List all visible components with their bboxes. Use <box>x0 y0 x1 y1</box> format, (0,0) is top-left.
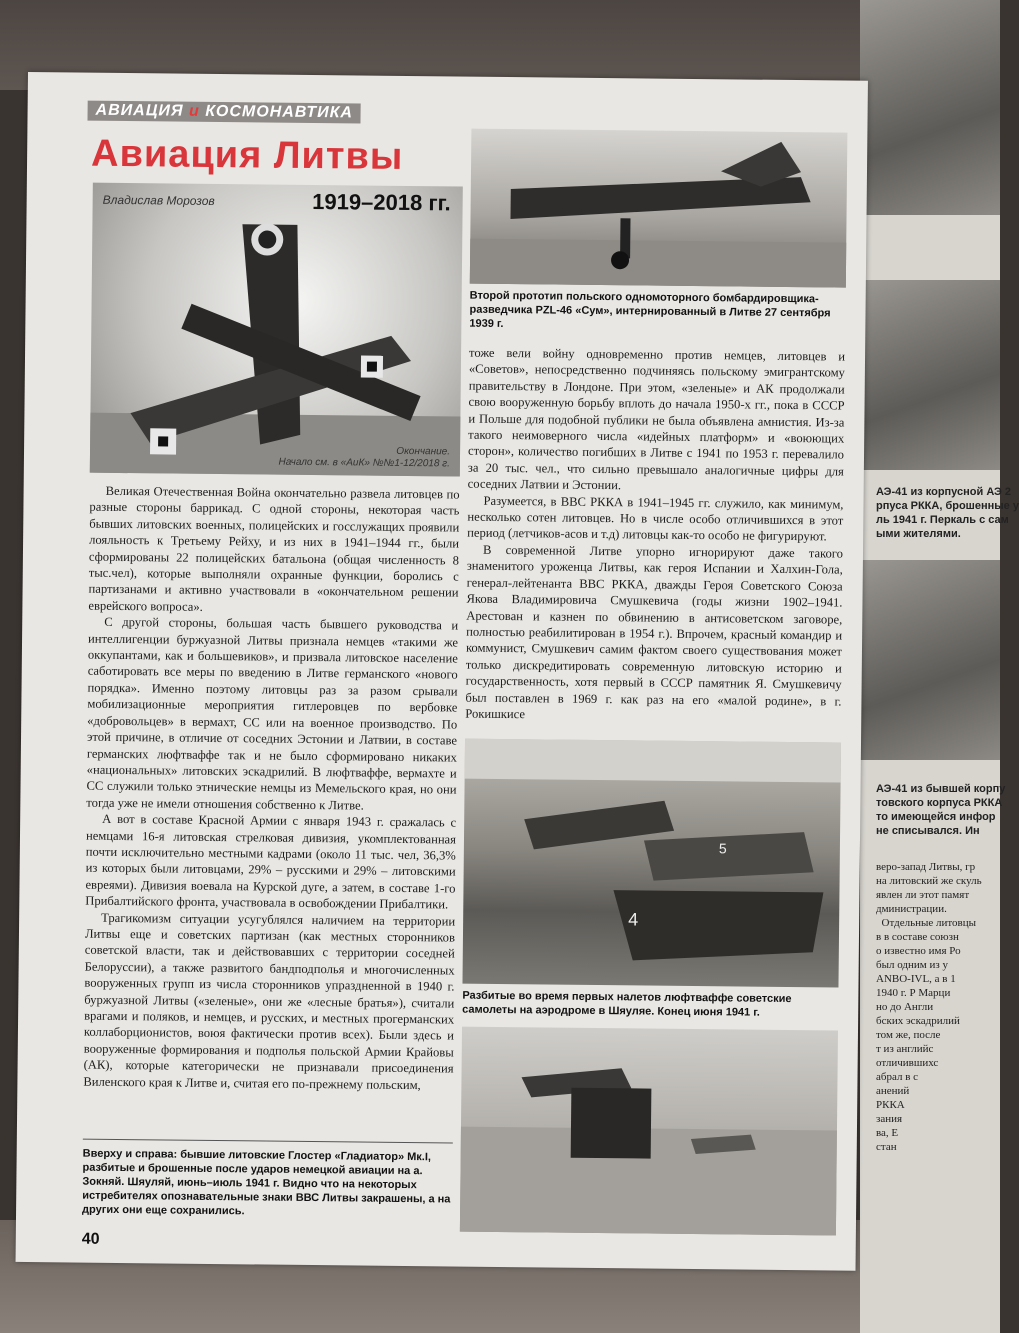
caption-divider <box>83 1139 453 1144</box>
continuation-reference: Начало см. в «АиК» №№1-12/2018 г. <box>278 456 450 470</box>
paragraph: Великая Отечественная Война окончательно развела литовцев по разные стороны баррикад. С одной стороны, некоторая часть бывших литовских военных, полицейских и госслужащих проявили лояльность к Третьему Рейху, и из них в 1941–1944 гг., были сформированы 22 полицейских батальона (общая численность 8 тыс.чел), которые выполняли охранные функции, боролись с партизанами и активно участвовали в «окончательном решении еврейского вопроса». <box>88 483 460 614</box>
caption-gladiators: Вверху и справа: бывшие литовские Глостер «Гладиатор» Мк.I, разбитые и брошенные после ударов немецкой авиации на а. Зокняй. Шяуляй, июнь–июль 1941 г. Видно что на некоторых истребителях опознавательные знаки ВВС Литвы закрашены, а на других они еще сохранились. <box>82 1147 451 1218</box>
caption-siauliai: Разбитые во время первых налетов люфтваффе советские самолеты на аэродроме в Шяуляе. Конец июня 1941 г. <box>462 989 792 1019</box>
page-number: 40 <box>81 1230 100 1248</box>
next-page-photo-2 <box>860 280 1000 470</box>
hero-photo <box>90 183 463 477</box>
section-header-cosmonautics: КОСМОНАВТИКА <box>205 102 354 122</box>
aircraft-number-5: 5 <box>718 840 727 857</box>
paragraph: тоже вели войну одновременно против немцев, литовцев и «Советов», непосредственно подчиняясь польскому эмигрантскому правительству в Лондоне. При этом, «зеленые» и АК продолжали свою вооруженную борьбу вплоть до начала 1950-х гг., пока в СССР и Польше для подобной публики не была объявлена амнистия. Из-за такого неимоверного числа «идейных платформ» и «воюющих сторон», количество погибших в Литве с 1941 по 1953 г. перевалило за 20 тыс. чел., что сильно превышало аналогичные цифры для соседних Латвии и Эстонии. <box>467 345 846 493</box>
photo-pzl46 <box>470 129 848 288</box>
photo-siauliai-airfield <box>462 739 841 988</box>
next-page-photo-3 <box>860 560 1000 760</box>
paragraph: С другой стороны, большая часть бывшего руководства и интеллигенции буржуазной Литвы признала немцев «такими же оккупантами, как и большевиков», и призвала литовское население саботировать все меры по введению в Литве германского «нового порядка». Именно поэтому литовцы раз за разом срывали мобилизационные мероприятия гитлеровцев по вербовке «добровольцев» в вермахт, СС или на военное производство. По этой причине, в отличие от соседних Эстонии и Латвии, в составе германских люфтваффе так и не было сформировано никаких «национальных» литовских эскадрилий. В люфтваффе, вермахте и СС служили только этнические немцы из Мемельского края, но они тогда уже не имели отношения собственно к Литве. <box>86 615 459 813</box>
magazine-page <box>16 72 868 1271</box>
pzl46-plane-illustration <box>470 129 848 288</box>
next-page-caption-a: АЭ-41 из корпусной АЭ 2 рпуса РККА, брошенные у ль 1941 г. Перкаль с сам ыми жителями. <box>876 486 1019 540</box>
right-column-text <box>465 345 845 726</box>
next-page-caption-b: АЭ-41 из бывшей корпу товского корпуса РККА то имеющейся инфор не списывался. Ин <box>876 783 1006 837</box>
left-column-text <box>83 483 459 1094</box>
continuation-note <box>279 445 451 471</box>
article-title: Авиация Литвы <box>90 132 404 178</box>
aircraft-number-4: 4 <box>628 909 639 930</box>
caption-pzl46: Второй прототип польского одномоторного бомбардировщика-разведчика PZL-46 «Сум», интернированный в Литве 27 сентября 1939 г. <box>469 289 831 330</box>
hero-years: 1919–2018 гг. <box>312 188 451 216</box>
paragraph: В современной Литве упорно игнорируют даже такого знаменитого уроженца Литвы, как героя Испании и Халхин-Гола, генерал-лейтенанта ВВС РККА, дважды Героя Советского Союза Якова Владимировича Смушкевича (годы жизни 1902–1941. Арестован и казнен по обвинению в антисоветском заговоре, полностью реабилитирован в 1954 г.). Впрочем, красный командир и коммунист, Смушкевич самим фактом своего существования может только дискредитировать современную литовскую историю и государственность, хотя первый в СССР памятник Я. Смушкевичу был поставлен в 1969 г. как раз на его «малой родине», в г. Рокишкисе <box>465 542 844 722</box>
wrecked-aircraft-illustration <box>462 739 841 988</box>
next-page <box>860 0 1019 1333</box>
crashed-biplane-illustration <box>90 183 463 477</box>
paragraph: Трагикомизм ситуации усугублялся наличием на территории Литвы еще и советских партизан (как местных сторонников советской власти, так и действовавших с территории соседней Белоруссии), а также развитого бандподполья и многочисленных вооруженных групп из числа сторонников упраздненной в 1940 г. буржуазной Литвы («зеленые», они же «лесные братья»), считали врагами и поляков, и немцев, и русских, и местных прогерманских коллаборционистов, воюя фактически против всех). Были здесь и вооруженные формирования и подполья польской Армии Крайовы (АК), которые категорически не признавали присоединения Виленского края к Литве и, считая его по-прежнему польским, <box>83 910 456 1092</box>
next-page-photo-top <box>860 0 1000 215</box>
paragraph: А вот в составе Красной Армии с января 1943 г. сражалась с немцами 16-я литовская стрелковая дивизия, укомплектованная почти исключительно местными кадрами (около 11 тыс. чел, 36,3% из которых были литовцами, 29% – русскими и 29% – литовскими евреями). Дивизия воевала на Курской дуге, а затем, в составе 1-го Прибалтийского фронта, участвовала в освобождении Прибалтики. <box>85 811 457 912</box>
section-header-and: и <box>188 102 200 120</box>
section-header <box>87 101 361 124</box>
paragraph: Разумеется, в ВВС РККА в 1941–1945 гг. служило, как минимум, несколько сотен литовцев. Но в числе особо отличившихся в этот период (летчиков-асов и т.д) литовцы как-то особо не фигурируют. <box>467 493 844 544</box>
section-header-aviation: АВИАЦИЯ <box>95 101 184 120</box>
next-page-text: веро-запад Литвы, гр на литовский же скуль явлен ли этот памят дминистрации. Отдельные литовцы в в составе союзн о известно имя Ро был одним из у ANBO-IVL, а в 1 1940 г. Р Марци но до Англи бских эскадрилий том же, после т из английс отличившихс абрал в с анений РККА зания ва, Е стан <box>876 861 982 1153</box>
photo-gladiator-wreck <box>460 1027 838 1236</box>
continuation-label: Окончание. <box>396 445 451 458</box>
gladiator-wreck-illustration <box>460 1027 838 1236</box>
author-name: Владислав Морозов <box>102 192 215 208</box>
